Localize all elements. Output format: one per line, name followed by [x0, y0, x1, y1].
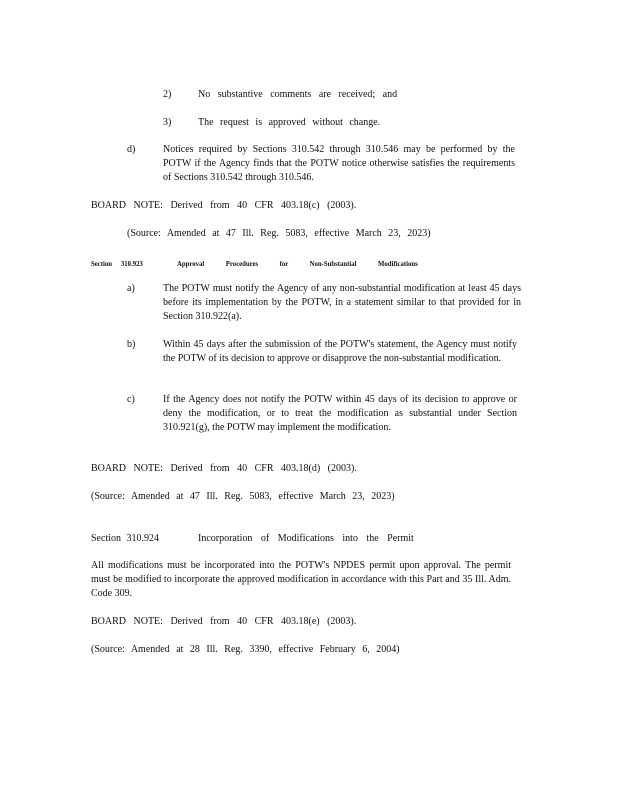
item-text-d: Notices required by Sections 310.542 through 310.546 may be performed by the POTW if the Agency finds that the POTW notice otherwise satisfies the requirements of Sections 310.542 through 310.546. — [163, 144, 515, 183]
section-number-923: Section 310.923 — [91, 259, 143, 268]
item-number-a: a) — [127, 283, 135, 294]
board-note-3: BOARD NOTE: Derived from 40 CFR 403.18(e) (2003). — [91, 616, 357, 627]
source-note-2: (Source: Amended at 47 Ill. Reg. 5083, effective March 23, 2023) — [91, 491, 395, 502]
section-title-923: Approval Procedures for Non-Substantial Modifications — [177, 259, 418, 268]
item-number-3: 3) — [163, 117, 172, 128]
section-number-924: Section 310.924 — [91, 533, 159, 544]
item-text-3: The request is approved without change. — [198, 117, 381, 128]
item-text-2: No substantive comments are received; and — [198, 89, 398, 100]
section-title-924: Incorporation of Modifications into the Permit — [198, 533, 414, 544]
item-text-b: Within 45 days after the submission of the POTW's statement, the Agency must notify the POTW of its decision to approve or disapprove the non-substantial modification. — [163, 339, 517, 364]
section-body-924: All modifications must be incorporated into the POTW's NPDES permit upon approval. The permit must be modified to incorporate the approved modification in accordance with this Part and 35 Ill. Adm. Code 309. — [91, 560, 511, 599]
item-text-a: The POTW must notify the Agency of any non-substantial modification at least 45 days before its implementation by the POTW, in a statement similar to that provided for in Section 310.922(a). — [163, 283, 521, 322]
board-note-1: BOARD NOTE: Derived from 40 CFR 403.18(c) (2003). — [91, 200, 357, 211]
item-text-c: If the Agency does not notify the POTW within 45 days of its decision to approve or deny the modification, or to treat the modification as substantial under Section 310.921(g), the POTW may implement the modification. — [163, 394, 517, 433]
source-note-3: (Source: Amended at 28 Ill. Reg. 3390, effective February 6, 2004) — [91, 644, 400, 655]
item-number-b: b) — [127, 339, 136, 350]
board-note-2: BOARD NOTE: Derived from 40 CFR 403.18(d) (2003). — [91, 463, 357, 474]
item-number-d: d) — [127, 144, 136, 155]
source-note-1: (Source: Amended at 47 Ill. Reg. 5083, effective March 23, 2023) — [127, 228, 431, 239]
item-number-c: c) — [127, 394, 135, 405]
item-number-2: 2) — [163, 89, 172, 100]
